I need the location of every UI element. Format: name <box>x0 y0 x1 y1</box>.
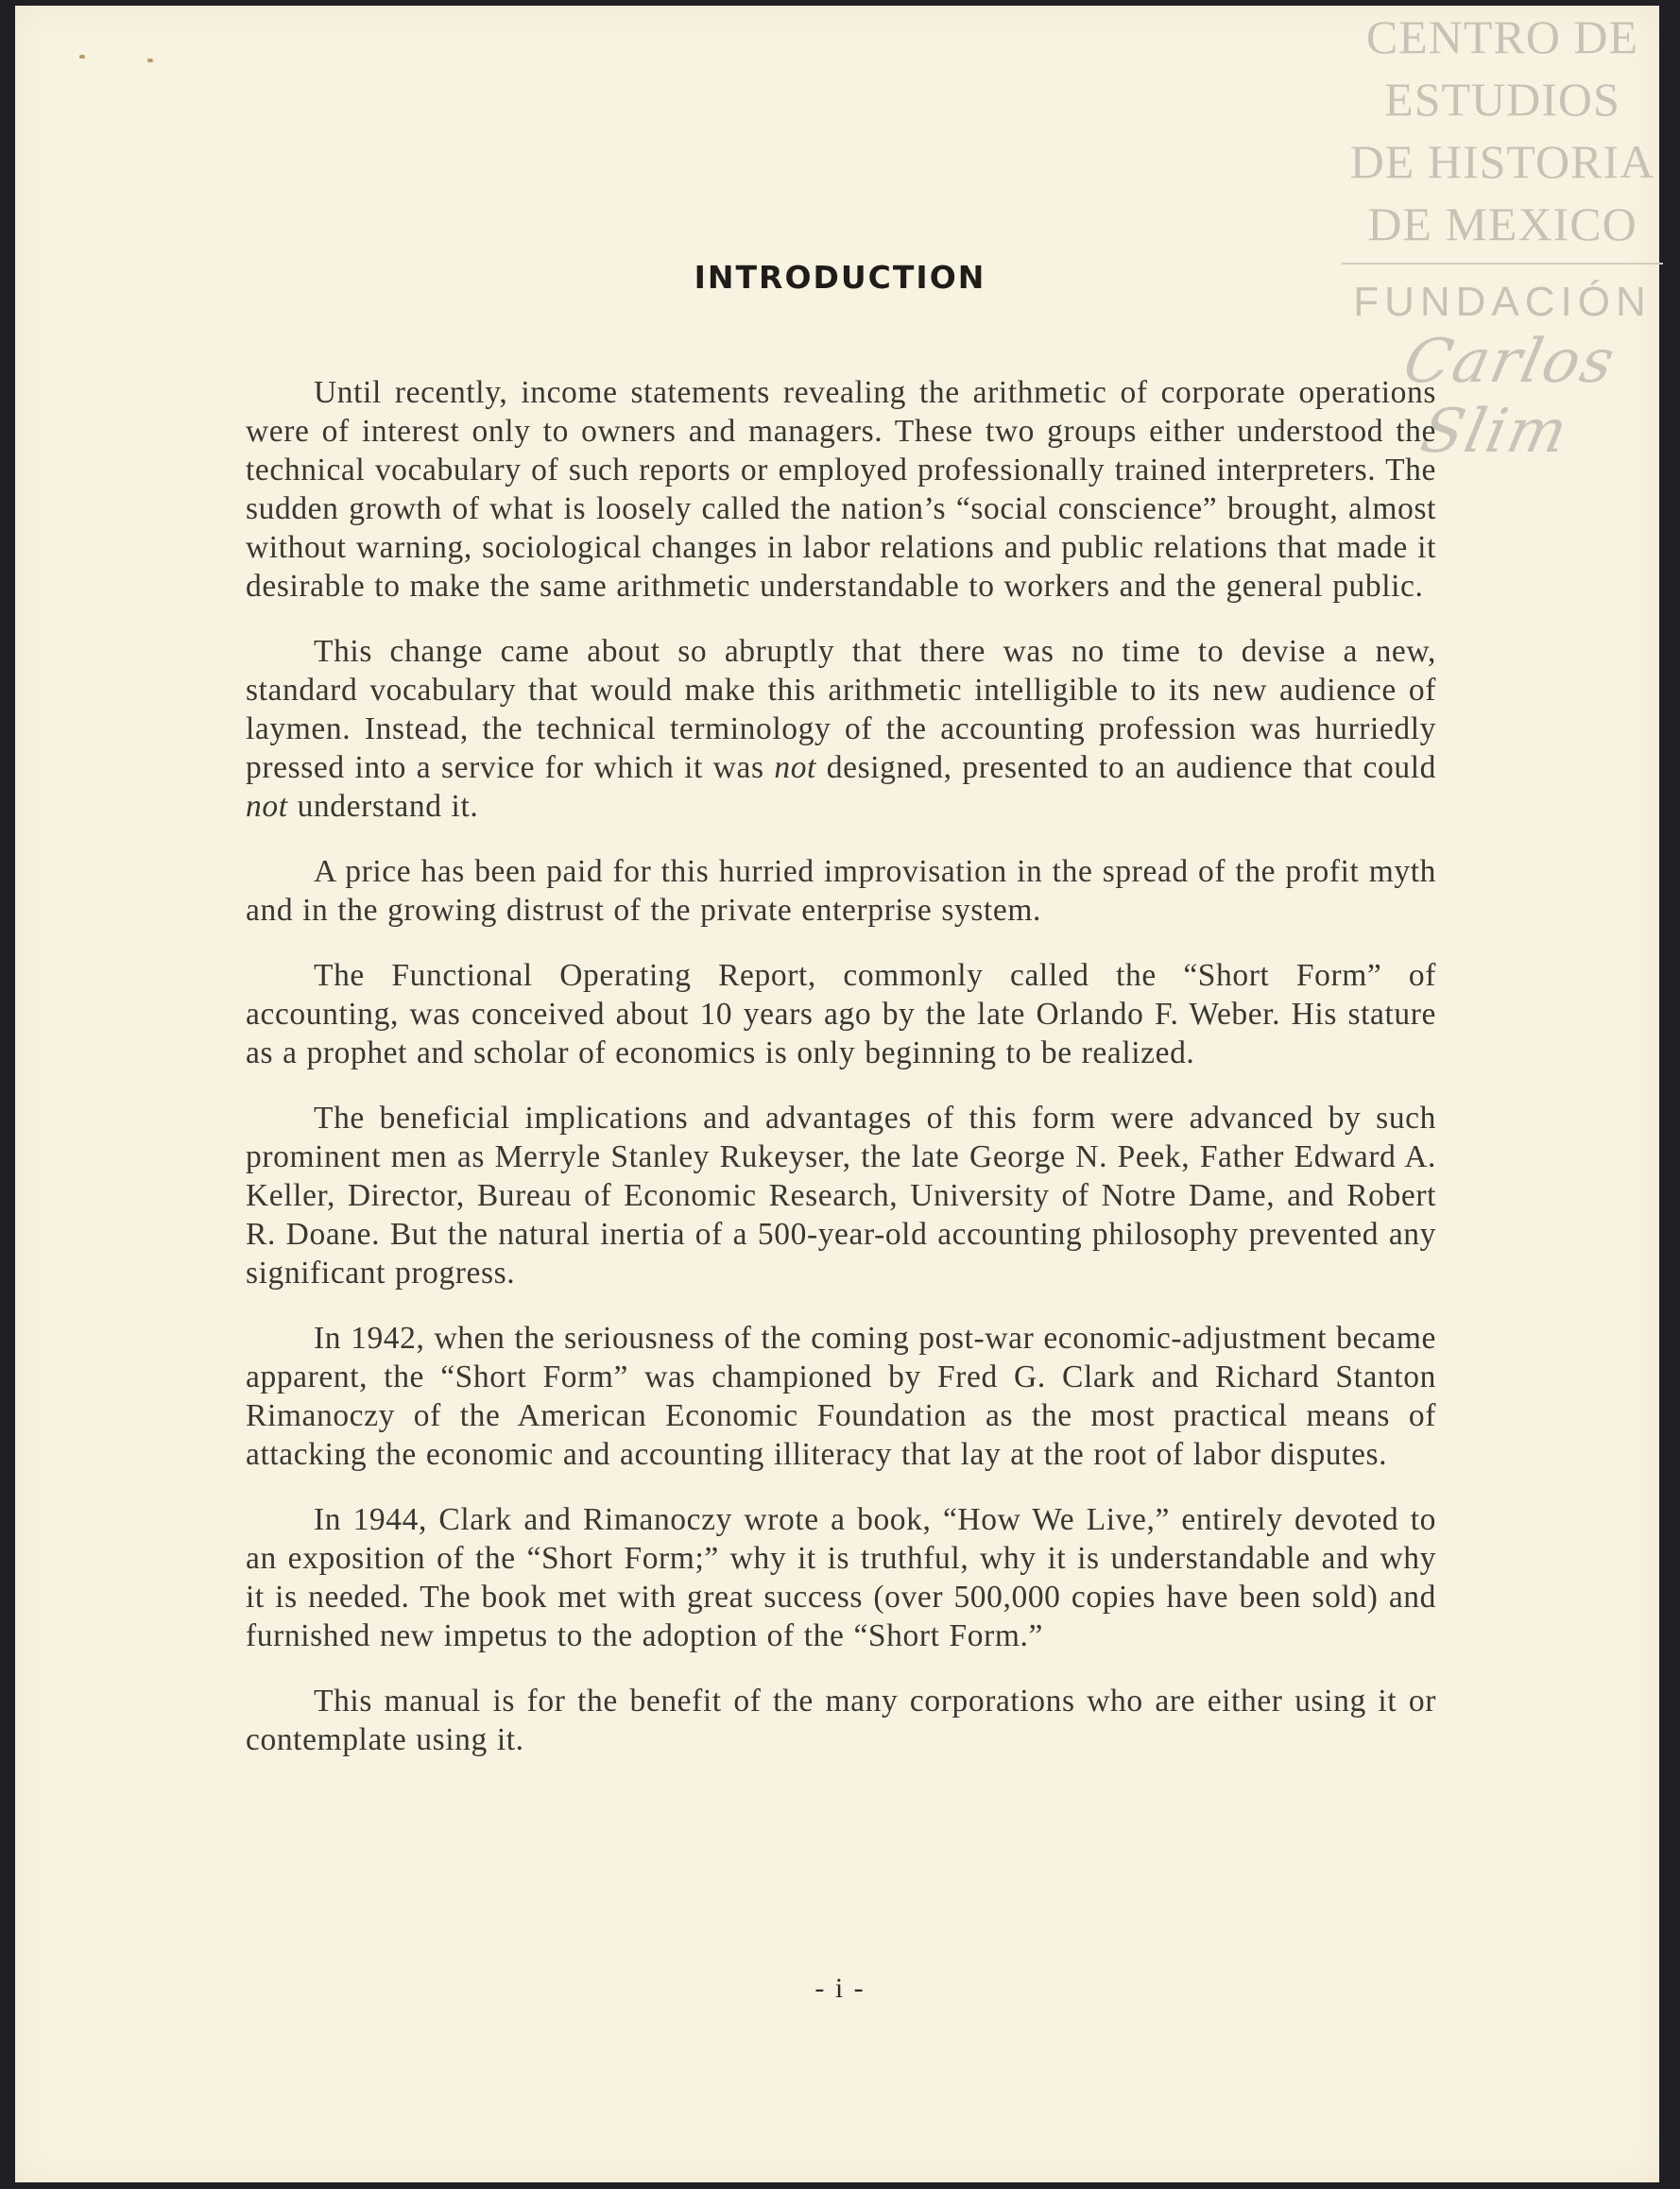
paragraph-3: A price has been paid for this hurried improvisation in the spread of the profit myth and in the growing distrust of the private enterprise system. <box>246 854 1436 928</box>
paragraph-2-text: understand it. <box>287 789 479 824</box>
page-number: - i - <box>814 1973 866 2004</box>
paper-speck <box>147 59 153 62</box>
paragraph-2-text: designed, presented to an audience that could <box>815 750 1436 785</box>
watermark-signature: Carlos Slim <box>1397 327 1622 467</box>
paragraph-4: The Functional Operating Report, commonly called the “Short Form” of accounting, was conceived about 10 years ago by the late Orlando F. Weber. His stature as a prophet and scholar of economics is only beginning to be realized. <box>246 958 1436 1070</box>
paragraph-6: In 1942, when the seriousness of the coming post-war economic-adjustment became apparent, the “Short Form” was championed by Fred G. Clark and Richard Stanton Rimanoczy of the American Economic Foundation as the most practical means of attacking the economic and accounting illiteracy that lay at the root of labor disputes. <box>246 1321 1436 1472</box>
paper-speck <box>79 55 85 59</box>
emphasis-not: not <box>774 750 816 785</box>
paragraph-1: Until recently, income statements revealing the arithmetic of corporate operations were of interest only to owners and managers. These two groups either understood the technical vocabulary of such reports or employed professionally trained interpreters. The sudden growth of what is loosely called the nation’s “social conscience” brought, almost without warning, sociological changes in labor relations and public relations that made it desirable to make the same arithmetic understandable to workers and the general public. <box>246 375 1436 604</box>
paragraph-2-text: This change came about so abruptly that there was no time to devise a new, standard vocabulary that would make this arithmetic intelligible to its new audience of laymen. Instead, the technical terminology of the accounting profession was hurriedly pressed into a service for which it was <box>246 634 1436 785</box>
watermark-line: DE MEXICO <box>1367 197 1637 250</box>
paragraph-5: The beneficial implications and advantages of this form were advanced by such prominent men as Merryle Stanley Rukeyser, the late George N. Peek, Father Edward A. Keller, Director, Bureau of Economic Research, University of Notre Dame, and Robert R. Doane. But the natural inertia of a 500-year-old accounting philosophy prevented any significant progress. <box>246 1101 1436 1291</box>
document-body <box>246 373 1436 1786</box>
paragraph-2 <box>246 632 1436 826</box>
page-title: INTRODUCTION <box>694 259 986 296</box>
paragraph-8: This manual is for the benefit of the many corporations who are either using it or contemplate using it. <box>246 1684 1436 1757</box>
paragraph-7: In 1944, Clark and Rimanoczy wrote a book, “How We Live,” entirely devoted to an exposition of the “Short Form;” why it is truthful, why it is understandable and why it is needed. The book met with great success (over 500,000 copies have been sold) and furnished new impetus to the adoption of the “Short Form.” <box>246 1502 1436 1653</box>
watermark-foundation: FUNDACIÓN <box>1353 279 1652 325</box>
emphasis-not: not <box>246 789 288 824</box>
watermark-line: ESTUDIOS <box>1384 73 1620 126</box>
watermark-line: DE HISTORIA <box>1349 135 1655 188</box>
watermark-line: CENTRO DE <box>1365 10 1639 63</box>
